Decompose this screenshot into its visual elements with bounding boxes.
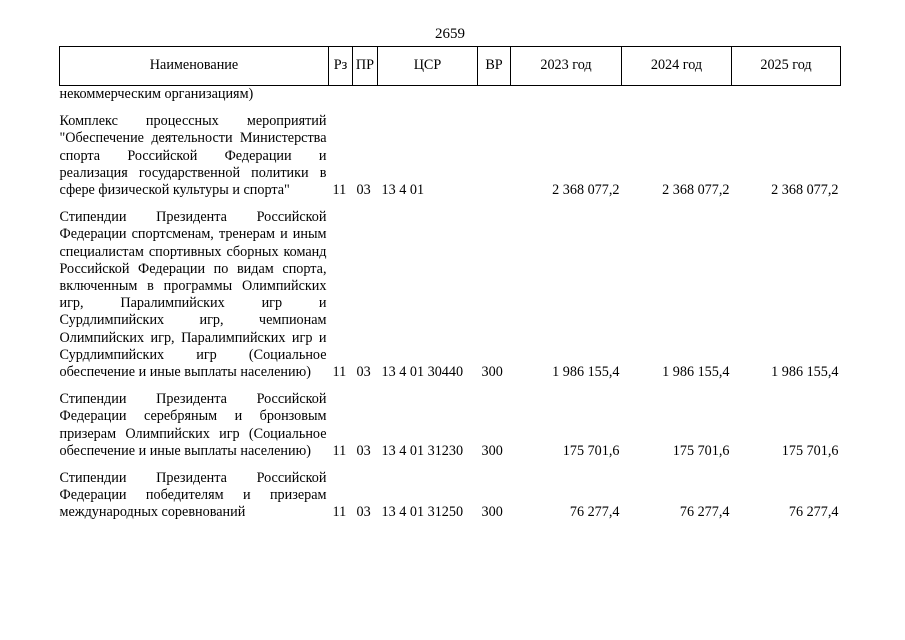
row-2024: 1 986 155,4 <box>662 364 730 381</box>
table-row <box>60 391 841 460</box>
row-csr: 13 4 01 31250 <box>381 504 464 521</box>
row-2024: 76 277,4 <box>679 504 730 521</box>
row-name: Стипендии Президента Российской Федерации спортсменам, тренерам и иным специалистам спортивных сборных команд Российской Федерации по видам спорта, включенным в программы Олимпийских игр, Паралимпийских игр и Сурдлимпийских игр, чемпионам Олимпийских игр, Паралимпийских игр и Сурдлимпийских игр (Социальное обеспечение и иные выплаты населению) <box>59 209 327 381</box>
table-row-continuation <box>60 86 841 104</box>
row-name: Комплекс процессных мероприятий "Обеспечение деятельности Министерства спорта Российской Федерации и реализация государственной политики в сфере физической культуры и спорта" <box>59 113 327 199</box>
header-pr: ПР <box>353 47 378 86</box>
table-row <box>60 209 841 381</box>
budget-table <box>59 46 841 522</box>
row-2023: 2 368 077,2 <box>552 182 620 199</box>
row-2024: 175 701,6 <box>672 442 730 459</box>
row-rz: 11 <box>332 442 347 459</box>
row-2024: 2 368 077,2 <box>662 182 730 199</box>
header-vr: ВР <box>478 47 511 86</box>
row-2025: 76 277,4 <box>788 504 839 521</box>
row-vr: 300 <box>481 442 503 459</box>
row-name: Стипендии Президента Российской Федерации победителям и призерам международных соревнований <box>59 470 327 521</box>
row-2023: 175 701,6 <box>562 442 620 459</box>
row-2023: 1 986 155,4 <box>552 364 620 381</box>
row-vr <box>478 113 511 199</box>
row-pr: 03 <box>356 182 371 199</box>
row-pr: 03 <box>356 504 371 521</box>
table-row <box>60 470 841 522</box>
page-number: 2659 <box>435 26 465 42</box>
header-name: Наименование <box>60 47 329 86</box>
header-2024: 2024 год <box>622 47 732 86</box>
header-rz: Рз <box>329 47 353 86</box>
row-name: некоммерческим организациям) <box>59 86 254 102</box>
table-header-row <box>60 47 841 86</box>
row-csr: 13 4 01 31230 <box>381 442 464 459</box>
row-name: Стипендии Президента Российской Федерации серебряным и бронзовым призерам Олимпийских игр (Социальное обеспечение и иные выплаты населению) <box>59 391 327 459</box>
header-2025: 2025 год <box>732 47 841 86</box>
row-pr: 03 <box>356 442 371 459</box>
row-2025: 175 701,6 <box>781 442 839 459</box>
row-pr: 03 <box>356 364 371 381</box>
row-2025: 1 986 155,4 <box>771 364 839 381</box>
table-row <box>60 113 841 199</box>
row-vr: 300 <box>481 504 503 521</box>
row-csr: 13 4 01 30440 <box>381 364 464 381</box>
row-vr: 300 <box>481 364 503 381</box>
row-rz: 11 <box>332 182 347 199</box>
row-rz: 11 <box>332 504 347 521</box>
header-csr: ЦСР <box>378 47 478 86</box>
header-2023: 2023 год <box>511 47 622 86</box>
row-2023: 76 277,4 <box>569 504 620 521</box>
row-rz: 11 <box>332 364 347 381</box>
row-csr: 13 4 01 <box>381 182 425 199</box>
row-2025: 2 368 077,2 <box>771 182 839 199</box>
